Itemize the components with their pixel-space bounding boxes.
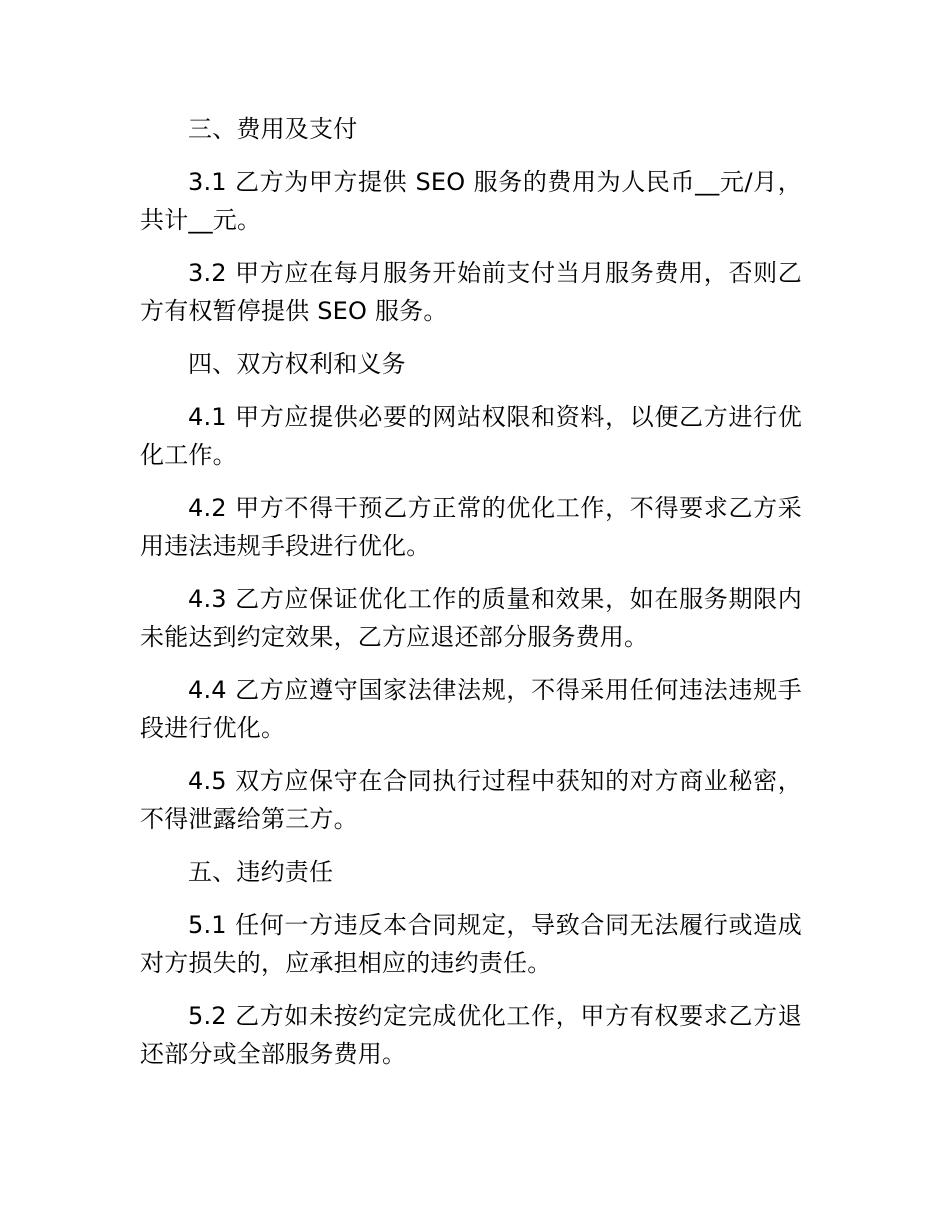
- clause-3-1: 3.1 乙方为甲方提供 SEO 服务的费用为人民币__元/月，共计__元。: [140, 168, 802, 234]
- clause-4-4: 4.4 乙方应遵守国家法律法规，不得采用任何违法违规手段进行优化。: [140, 676, 802, 742]
- clause-4-1: 4.1 甲方应提供必要的网站权限和资料，以便乙方进行优化工作。: [140, 403, 802, 469]
- clause-3-2: 3.2 甲方应在每月服务开始前支付当月服务费用，否则乙方有权暂停提供 SEO 服务。: [140, 259, 802, 325]
- clause-5-1: 5.1 任何一方违反本合同规定，导致合同无法履行或造成对方损失的，应承担相应的违约责任。: [140, 911, 802, 977]
- section-heading-liability: 五、违约责任: [188, 858, 334, 886]
- clause-4-3: 4.3 乙方应保证优化工作的质量和效果，如在服务期限内未能达到约定效果，乙方应退还部分服务费用。: [140, 585, 802, 651]
- clause-4-5: 4.5 双方应保守在合同执行过程中获知的对方商业秘密，不得泄露给第三方。: [140, 767, 802, 833]
- section-heading-rights: 四、双方权利和义务: [188, 350, 406, 378]
- document-body: [140, 110, 802, 1088]
- clause-5-2: 5.2 乙方如未按约定完成优化工作，甲方有权要求乙方退还部分或全部服务费用。: [140, 1002, 802, 1068]
- section-heading-fees: 三、费用及支付: [188, 115, 358, 143]
- clause-4-2: 4.2 甲方不得干预乙方正常的优化工作，不得要求乙方采用违法违规手段进行优化。: [140, 494, 802, 560]
